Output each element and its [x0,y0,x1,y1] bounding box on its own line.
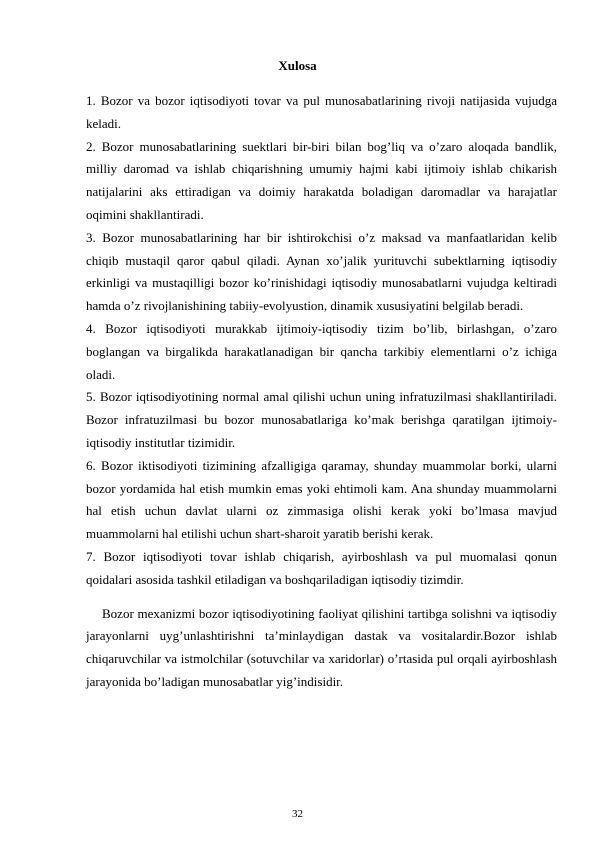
list-item-7: 7. Bozor iqtisodiyoti tovar ishlab chiqarish, ayirboshlash va pul muomalasi qonun qoidalari asosida tashkil etiladigan va boshqariladigan iqtisodiy tizimdir. [86,548,557,587]
list-item-6: 6. Bozor iktisodiyoti tizimining afzalligiga qaramay, shunday muammolar borki, ularni bozor yordamida hal etish mumkin emas yoki ehtimoli kam. Ana shunday muammolarni hal etish uchun davlat ularni oz zimmasiga olishi kerak yoki bo’lmasa mavjud muammolarni hal etilishi uchun shart-sharoit yaratib berishi kerak. [86,457,557,542]
list-item-3: 3. Bozor munosabatlarining har bir ishtirokchisi o’z maksad va manfaatlaridan kelib chiqib mustaqil qaror qabul qiladi. Aynan xo’jalik yurituvchi subektlarning iqtisodiy erkinligi va mustaqilligi bozor ko’rinishidagi iqtisodiy munosabatlarni vujudga keltiradi hamda o’z rivojlanishining tabiiy-evolyustion, dinamik xususiyatini belgilab beradi. [86,229,557,314]
list-item-5: 5. Bozor iqtisodiyotining normal amal qilishi uchun uning infratuzilmasi shakllantiriladi. Bozor infratuzilmasi bu bozor munosabatlariga ko’mak berishga qaratilgan ijtimoiy-iqtisodiy institutlar tizimidir. [86,389,557,450]
list-item-1: 1. Bozor va bozor iqtisodiyoti tovar va pul munosabatlarining rivoji natijasida vujudga keladi. [86,93,557,131]
list-item-4: 4. Bozor iqtisodiyoti murakkab ijtimoiy-iqtisodiy tizim bo’lib, birlashgan, o’zaro boglangan va birgalikda harakatlanadigan bir qancha tarkibiy elementlarni o’z ichiga oladi. [86,320,557,382]
page-number: 32 [292,808,303,820]
closing-paragraph: Bozor mexanizmi bozor iqtisodiyotining faoliyat qilishini tartibga solishni va iqtisodiy jarayonlarni uyg’unlashtirishni ta’minlaydigan dastak va vositalardir.Bozor ishlab chiqaruvchilar va istmolchilar (sotuvchilar va xaridorlar) o’rtasida pul orqali ayirboshlash jarayonida bo’ladigan munosabatlar yig’indisidir. [86,605,557,689]
list-item-2: 2. Bozor munosabatlarining suektlari bir-biri bilan bog’liq va o’zaro aloqada bandlik, milliy daromad va ishlab chiqarishning umumiy hajmi kabi ijtimoiy ishlab chikarish natijalarini aks ettiradigan va doimiy harakatda boladigan daromadlar va harajatlar oqimini shakllantiradi. [86,138,557,222]
page-title: Xulosa [278,58,317,73]
document-body [86,90,557,694]
